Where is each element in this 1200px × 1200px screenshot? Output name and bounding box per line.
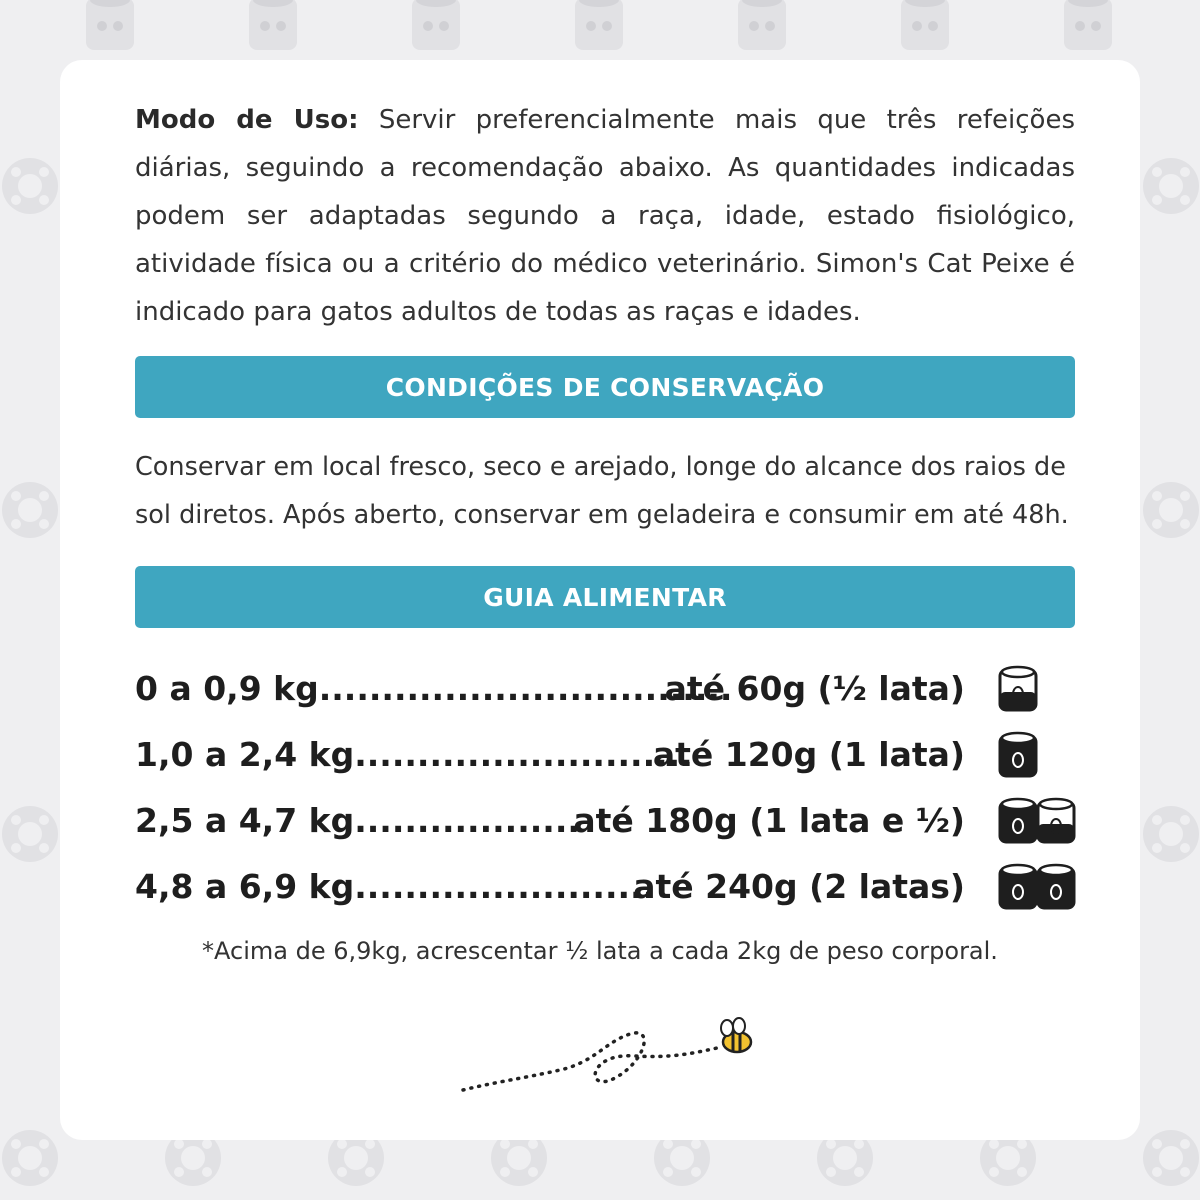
feeding-row bbox=[135, 853, 1085, 919]
can-icon bbox=[998, 862, 1078, 912]
conservation-text: Conservar em local fresco, seco e arejado, longe do alcance dos raios de sol diretos. Após aberto, conservar em geladeira e consumir em até 48h. bbox=[135, 452, 1069, 530]
feeding-row bbox=[135, 787, 1085, 853]
feeding-weight: 1,0 a 2,4 kg bbox=[135, 734, 355, 774]
pattern-can-icon bbox=[1064, 0, 1112, 50]
half-can-icon bbox=[1038, 799, 1074, 842]
feeding-amount: até 60g (½ lata) bbox=[664, 668, 965, 708]
feeding-amount: até 240g (2 latas) bbox=[633, 866, 965, 906]
feeding-row bbox=[135, 721, 1085, 787]
can-icon bbox=[998, 664, 1078, 714]
half-can-icon bbox=[1000, 667, 1036, 710]
full-can-icon bbox=[1000, 799, 1036, 842]
pattern-can-icon bbox=[249, 0, 297, 50]
feeding-dots: .................. bbox=[354, 800, 580, 840]
conservation-heading: CONDIÇÕES DE CONSERVAÇÃO bbox=[135, 356, 1075, 418]
feeding-dots: ........................ bbox=[354, 866, 656, 906]
pattern-ball-icon bbox=[1143, 158, 1199, 214]
feeding-row bbox=[135, 655, 1085, 721]
can-icon bbox=[998, 730, 1078, 780]
footnote: *Acima de 6,9kg, acrescentar ½ lata a cada 2kg de peso corporal. bbox=[202, 937, 998, 965]
pattern-ball-icon bbox=[2, 806, 58, 862]
usage-paragraph bbox=[135, 96, 1075, 336]
pattern-can-icon bbox=[575, 0, 623, 50]
feeding-guide-table bbox=[135, 655, 1085, 919]
full-can-icon bbox=[1000, 865, 1036, 908]
pattern-ball-icon bbox=[1143, 482, 1199, 538]
feeding-amount: até 180g (1 lata e ½) bbox=[573, 800, 965, 840]
pattern-ball-icon bbox=[1143, 806, 1199, 862]
usage-label: Modo de Uso: bbox=[135, 105, 359, 135]
pattern-can-icon bbox=[738, 0, 786, 50]
feeding-weight: 4,8 a 6,9 kg bbox=[135, 866, 355, 906]
pattern-can-icon bbox=[412, 0, 460, 50]
info-card bbox=[60, 60, 1140, 1140]
pattern-can-icon bbox=[901, 0, 949, 50]
pattern-ball-icon bbox=[2, 482, 58, 538]
usage-text: Servir preferencialmente mais que três refeições diárias, seguindo a recomendação abaixo. As quantidades indicadas podem ser adaptadas segundo a raça, idade, estado fisiológico, atividade física ou a critério do médico veterinário. Simon's Cat Peixe é indicado para gatos adultos de todas as raças e idades. bbox=[135, 105, 1076, 327]
feeding-dots: ................................. bbox=[318, 668, 733, 708]
pattern-ball-icon bbox=[1143, 1130, 1199, 1186]
full-can-icon bbox=[1000, 733, 1036, 776]
pattern-ball-icon bbox=[2, 158, 58, 214]
pattern-can-icon bbox=[86, 0, 134, 50]
feeding-weight: 2,5 a 4,7 kg bbox=[135, 800, 355, 840]
feeding-amount: até 120g (1 lata) bbox=[652, 734, 965, 774]
pattern-ball-icon bbox=[2, 1130, 58, 1186]
full-can-icon bbox=[1038, 865, 1074, 908]
can-icon bbox=[998, 796, 1078, 846]
feeding-dots: ........................... bbox=[354, 734, 693, 774]
bee-icon bbox=[455, 1012, 755, 1102]
feeding-guide-heading: GUIA ALIMENTAR bbox=[135, 566, 1075, 628]
feeding-weight: 0 a 0,9 kg bbox=[135, 668, 319, 708]
